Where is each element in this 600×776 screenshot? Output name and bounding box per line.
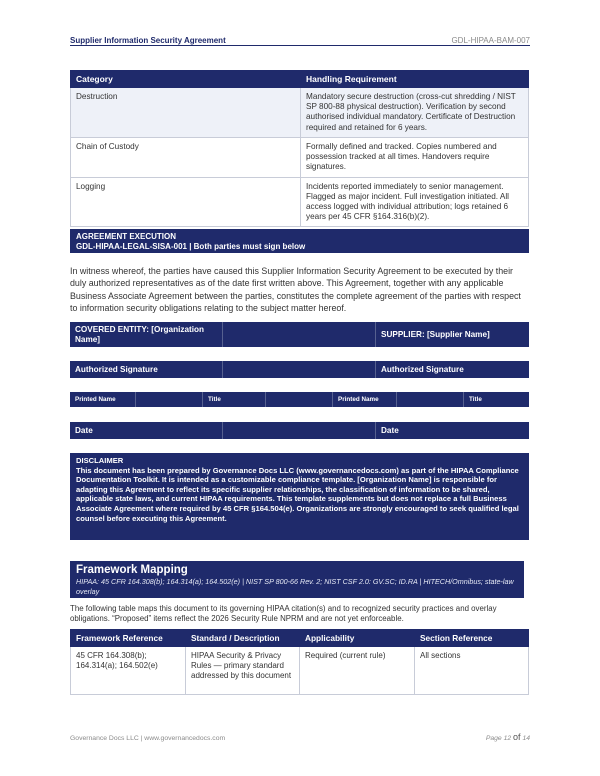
execution-subtitle: GDL-HIPAA-LEGAL-SISA-001 | Both parties must sign below bbox=[76, 241, 306, 251]
header-divider bbox=[70, 45, 530, 46]
supplier-label: SUPPLIER: [Supplier Name] bbox=[381, 329, 490, 339]
column-header-standard: Standard / Description bbox=[186, 630, 300, 647]
document-code: GDL-HIPAA-BAM-007 bbox=[451, 36, 530, 45]
title-field-left[interactable] bbox=[266, 392, 333, 407]
framework-reference-cell: 45 CFR 164.308(b); 164.314(a); 164.502(e) bbox=[71, 647, 186, 695]
section-reference-cell: All sections bbox=[415, 647, 529, 695]
date-label-right: Date bbox=[381, 425, 399, 435]
printed-name-label-right: Printed Name bbox=[333, 392, 397, 407]
requirement-cell: Incidents reported immediately to senior management. Flagged as major incident. Full investigation initiated. All access logged with individual attribution; logs retained 6 years per 45 CFR §164.316(b)(2). bbox=[301, 177, 529, 227]
handling-table bbox=[70, 70, 529, 227]
requirement-cell: Mandatory secure destruction (cross-cut shredding / NIST SP 800-88 physical destruction). Verification by second authorised individual mandatory. Certificate of Destruction required and retained for 6 years. bbox=[301, 88, 529, 138]
category-cell: Chain of Custody bbox=[71, 138, 301, 178]
covered-entity-label: COVERED ENTITY: [Organization Name] bbox=[70, 322, 223, 347]
column-header-applicability: Applicability bbox=[300, 630, 415, 647]
column-header-section-reference: Section Reference bbox=[415, 630, 529, 647]
date-field-left[interactable] bbox=[223, 422, 376, 439]
table-row bbox=[71, 138, 529, 178]
authorized-signature-row bbox=[70, 361, 529, 378]
framework-subtitle: HIPAA: 45 CFR 164.308(b); 164.314(a); 164.502(e) | NIST SP 800-66 Rev. 2; NIST CSF 2.0: GV.SC; ID.RA | HITECH/Omnibus; state-law overlay bbox=[76, 577, 514, 596]
table-row bbox=[71, 647, 529, 695]
page-header bbox=[70, 33, 530, 45]
disclaimer-title: DISCLAIMER bbox=[76, 456, 124, 465]
authorized-signature-field-left[interactable] bbox=[223, 361, 376, 378]
page-of: of bbox=[513, 732, 521, 742]
title-label-left: Title bbox=[203, 392, 266, 407]
footer-company: Governance Docs LLC | www.governancedocs.com bbox=[70, 735, 226, 742]
disclaimer-text: This document has been prepared by Governance Docs LLC (www.governancedocs.com) as part of the HIPAA Compliance Documentation Toolkit. It is intended as a customizable compliance template. [Organization Name] is responsible for adapting this Agreement to reflect its specific supplier relationships, the classification of information to be shared, applicable state laws, and current HIPAA requirements. This template supplements but does not replace a full Business Associate Agreement where required by 45 CFR §164.504(e). Organizations are strongly encouraged to seek qualified legal counsel before executing this Agreement. bbox=[76, 465, 519, 523]
requirement-cell: Formally defined and tracked. Copies numbered and possession tracked at all times. Handovers require signatures. bbox=[301, 138, 529, 178]
column-header-framework-reference: Framework Reference bbox=[71, 630, 186, 647]
table-row bbox=[71, 177, 529, 227]
authorized-signature-label-right: Authorized Signature bbox=[381, 364, 464, 374]
printed-name-row bbox=[70, 392, 529, 407]
page-number bbox=[486, 732, 530, 742]
covered-entity-field[interactable] bbox=[223, 322, 376, 347]
party-row bbox=[70, 322, 529, 347]
column-header-requirement: Handling Requirement bbox=[301, 71, 529, 88]
column-header-category: Category bbox=[71, 71, 301, 88]
witness-paragraph: In witness whereof, the parties have caused this Supplier Information Security Agreement to be executed by their duly authorized representatives as of the date first written above. This Agreement, together with any applicable Business Associate Agreement between the parties, constitutes the complete agreement of the parties with respect to information security obligations relating to the subject matter hereof. bbox=[70, 266, 521, 314]
disclaimer-box bbox=[70, 453, 529, 540]
framework-table bbox=[70, 629, 529, 695]
page-current: Page 12 bbox=[485, 735, 512, 742]
date-row bbox=[70, 422, 529, 439]
page-total: 14 bbox=[522, 735, 530, 742]
execution-title: AGREEMENT EXECUTION bbox=[76, 232, 177, 241]
printed-name-field-right[interactable] bbox=[397, 392, 464, 407]
printed-name-field-left[interactable] bbox=[136, 392, 203, 407]
framework-banner bbox=[70, 561, 524, 598]
execution-banner bbox=[70, 229, 529, 253]
document-title: Supplier Information Security Agreement bbox=[70, 36, 226, 45]
title-label-right: Title bbox=[469, 396, 482, 403]
table-row bbox=[71, 88, 529, 138]
authorized-signature-label-left: Authorized Signature bbox=[70, 361, 223, 378]
date-label-left: Date bbox=[70, 422, 223, 439]
category-cell: Destruction bbox=[71, 88, 301, 138]
page-footer bbox=[70, 732, 530, 742]
framework-intro: The following table maps this document to its governing HIPAA citation(s) and to recognized security practices and overlay obligations. “Proposed” items reflect the 2026 Security Rule NPRM and are not yet enforceable. bbox=[70, 604, 497, 623]
printed-name-label-left: Printed Name bbox=[70, 392, 136, 407]
category-cell: Logging bbox=[71, 177, 301, 227]
standard-cell: HIPAA Security & Privacy Rules — primary standard addressed by this document bbox=[186, 647, 300, 695]
framework-title: Framework Mapping bbox=[76, 564, 188, 576]
applicability-cell: Required (current rule) bbox=[300, 647, 415, 695]
